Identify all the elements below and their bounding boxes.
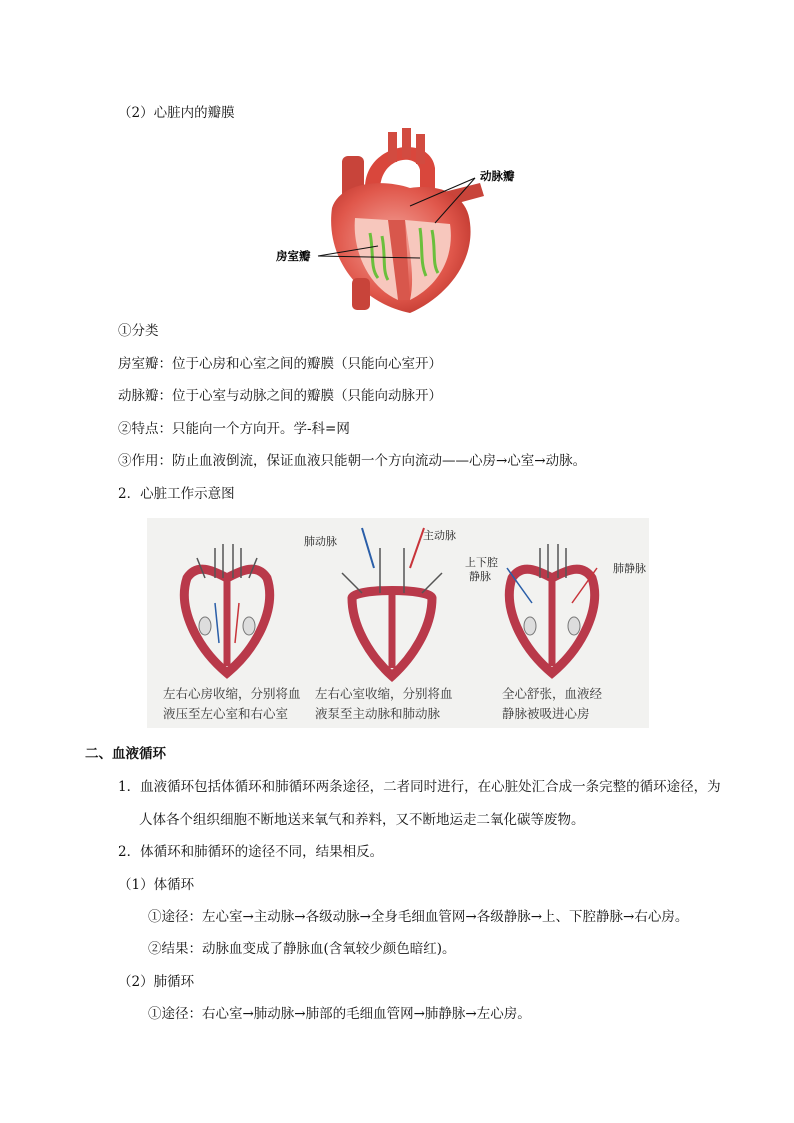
aorta-label: 主动脉 bbox=[423, 529, 456, 542]
arterial-valve-label: 动脉瓣 bbox=[480, 169, 515, 183]
systemic-result: ②结果：动脉血变成了静脉血(含氧较少颜色暗红)。 bbox=[148, 941, 456, 957]
heart-work-diagram bbox=[147, 518, 649, 728]
heart-anatomy-figure bbox=[270, 128, 530, 318]
section-heading-blood-circulation: 二、血液循环 bbox=[85, 746, 166, 762]
caption-1-line2: 液压至左心室和右心室 bbox=[163, 706, 289, 721]
vena-cava-label-line1: 上下腔 bbox=[465, 556, 498, 569]
caption-1-line1: 左右心房收缩，分别将血 bbox=[163, 686, 301, 701]
arterial-valve-definition: 动脉瓣：位于心室与动脉之间的瓣膜（只能向动脉开） bbox=[118, 388, 442, 404]
paragraph-2: 2．体循环和肺循环的途径不同，结果相反。 bbox=[118, 844, 384, 860]
av-valve-definition: 房室瓣：位于心房和心室之间的瓣膜（只能向心室开） bbox=[118, 356, 442, 372]
valve-feature: ②特点：只能向一个方向开。学-科=网 bbox=[118, 421, 350, 437]
caption-3-line2: 静脉被吸进心房 bbox=[502, 706, 590, 721]
valve-function: ③作用：防止血液倒流，保证血液只能朝一个方向流动——心房→心室→动脉。 bbox=[118, 453, 587, 469]
av-valve-label: 房室瓣 bbox=[276, 249, 311, 263]
paragraph-1-line2: 人体各个组织细胞不断地送来氧气和养料，又不断地运走二氧化碳等废物。 bbox=[139, 812, 585, 828]
caption-2-line2: 液泵至主动脉和肺动脉 bbox=[315, 706, 441, 721]
systemic-route: ①途径：左心室→主动脉→各级动脉→全身毛细血管网→各级静脉→上、下腔静脉→右心房。 bbox=[148, 909, 689, 925]
pulmonary-vein-label: 肺静脉 bbox=[613, 562, 646, 575]
caption-3-line1: 全心舒张，血液经 bbox=[502, 686, 603, 701]
systemic-circulation-title: （1）体循环 bbox=[118, 877, 195, 893]
pulmonary-circulation-title: （2）肺循环 bbox=[118, 974, 195, 990]
paragraph-1-line1: 1．血液循环包括体循环和肺循环两条途径，二者同时进行，在心脏处汇合成一条完整的循环途径，为 bbox=[118, 779, 721, 795]
valves-heading: （2）心脏内的瓣膜 bbox=[118, 105, 235, 121]
work-diagram-title: 2．心脏工作示意图 bbox=[118, 486, 235, 502]
classification-label: ①分类 bbox=[118, 323, 159, 339]
vena-cava-label-line2: 静脉 bbox=[469, 570, 491, 583]
pulmonary-route: ①途径：右心室→肺动脉→肺部的毛细血管网→肺静脉→左心房。 bbox=[148, 1006, 531, 1022]
caption-2-line1: 左右心室收缩，分别将血 bbox=[315, 686, 453, 701]
pulmonary-artery-label: 肺动脉 bbox=[304, 535, 337, 548]
